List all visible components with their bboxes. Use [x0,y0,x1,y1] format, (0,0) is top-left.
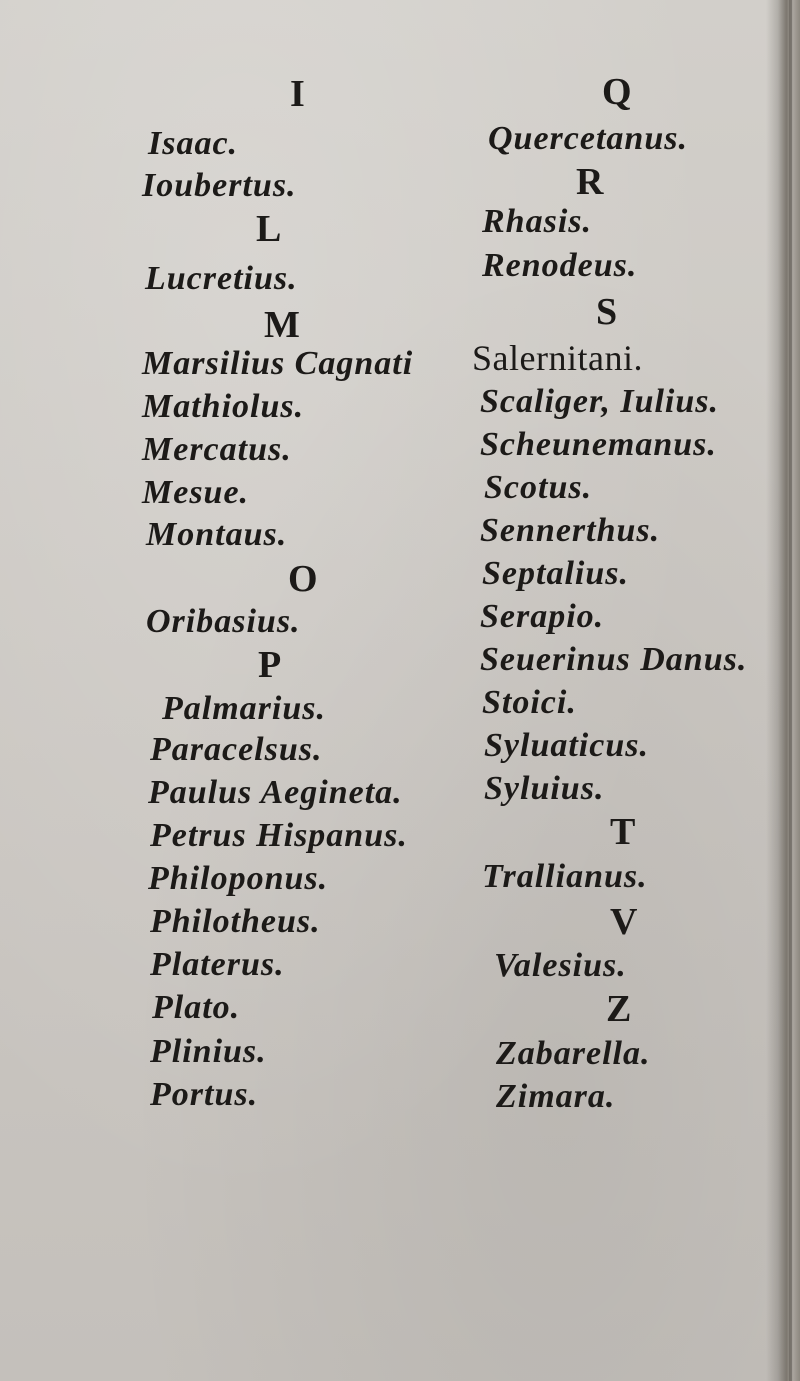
section-letter-V: V [610,901,638,943]
entry-syluaticus: Syluaticus. [484,727,649,764]
entry-philoponus: Philoponus. [148,860,329,897]
entry-mathiolus: Mathiolus. [142,388,305,425]
entry-sennerthus: Sennerthus. [480,512,661,549]
entry-scaliger-iulius: Scaliger, Iulius. [480,383,720,420]
section-letter-I: I [290,73,305,115]
entry-philotheus: Philotheus. [150,903,321,940]
entry-montaus: Montaus. [146,516,288,553]
section-letter-R: R [576,161,604,203]
entry-portus: Portus. [150,1076,259,1113]
entry-marsilius-cagnati: Marsilius Cagnati [142,345,414,382]
entry-scotus: Scotus. [484,469,593,506]
entry-platerus: Platerus. [150,946,285,983]
entry-septalius: Septalius. [482,555,629,592]
entry-mercatus: Mercatus. [142,431,292,468]
entry-trallianus: Trallianus. [482,858,648,895]
entry-paracelsus: Paracelsus. [150,731,323,768]
entry-syluius: Syluius. [484,770,605,807]
entry-lucretius: Lucretius. [145,260,298,297]
entry-mesue: Mesue. [142,474,250,511]
entry-plinius: Plinius. [150,1033,267,1070]
section-letter-T: T [610,811,636,853]
entry-scheunemanus: Scheunemanus. [480,426,717,463]
section-letter-Z: Z [606,988,632,1030]
entry-salernitani: Salernitani. [472,338,643,378]
entry-serapio: Serapio. [480,598,605,635]
section-letter-S: S [596,291,618,333]
entry-seuerinus-danus: Seuerinus Danus. [480,641,748,678]
entry-renodeus: Renodeus. [482,247,638,284]
entry-zabarella: Zabarella. [496,1035,651,1072]
section-letter-M: M [264,304,300,346]
entry-palmarius: Palmarius. [162,690,326,727]
entry-isaac: Isaac. [148,125,239,162]
section-letter-P: P [258,644,282,686]
entry-quercetanus: Quercetanus. [488,120,688,157]
page-edge-line [789,0,792,1381]
entry-valesius: Valesius. [494,947,627,984]
entry-oribasius: Oribasius. [146,603,301,640]
entry-zimara: Zimara. [496,1078,616,1115]
entry-rhasis: Rhasis. [482,203,592,240]
entry-petrus-hispanus: Petrus Hispanus. [150,817,408,854]
entry-stoici: Stoici. [482,684,577,721]
section-letter-L: L [256,208,282,250]
section-letter-Q: Q [602,71,632,113]
entry-paulus-aegineta: Paulus Aegineta. [148,774,403,811]
section-letter-O: O [288,558,318,600]
entry-ioubertus: Ioubertus. [142,167,297,204]
entry-plato: Plato. [152,989,241,1026]
page-gutter [766,0,800,1381]
